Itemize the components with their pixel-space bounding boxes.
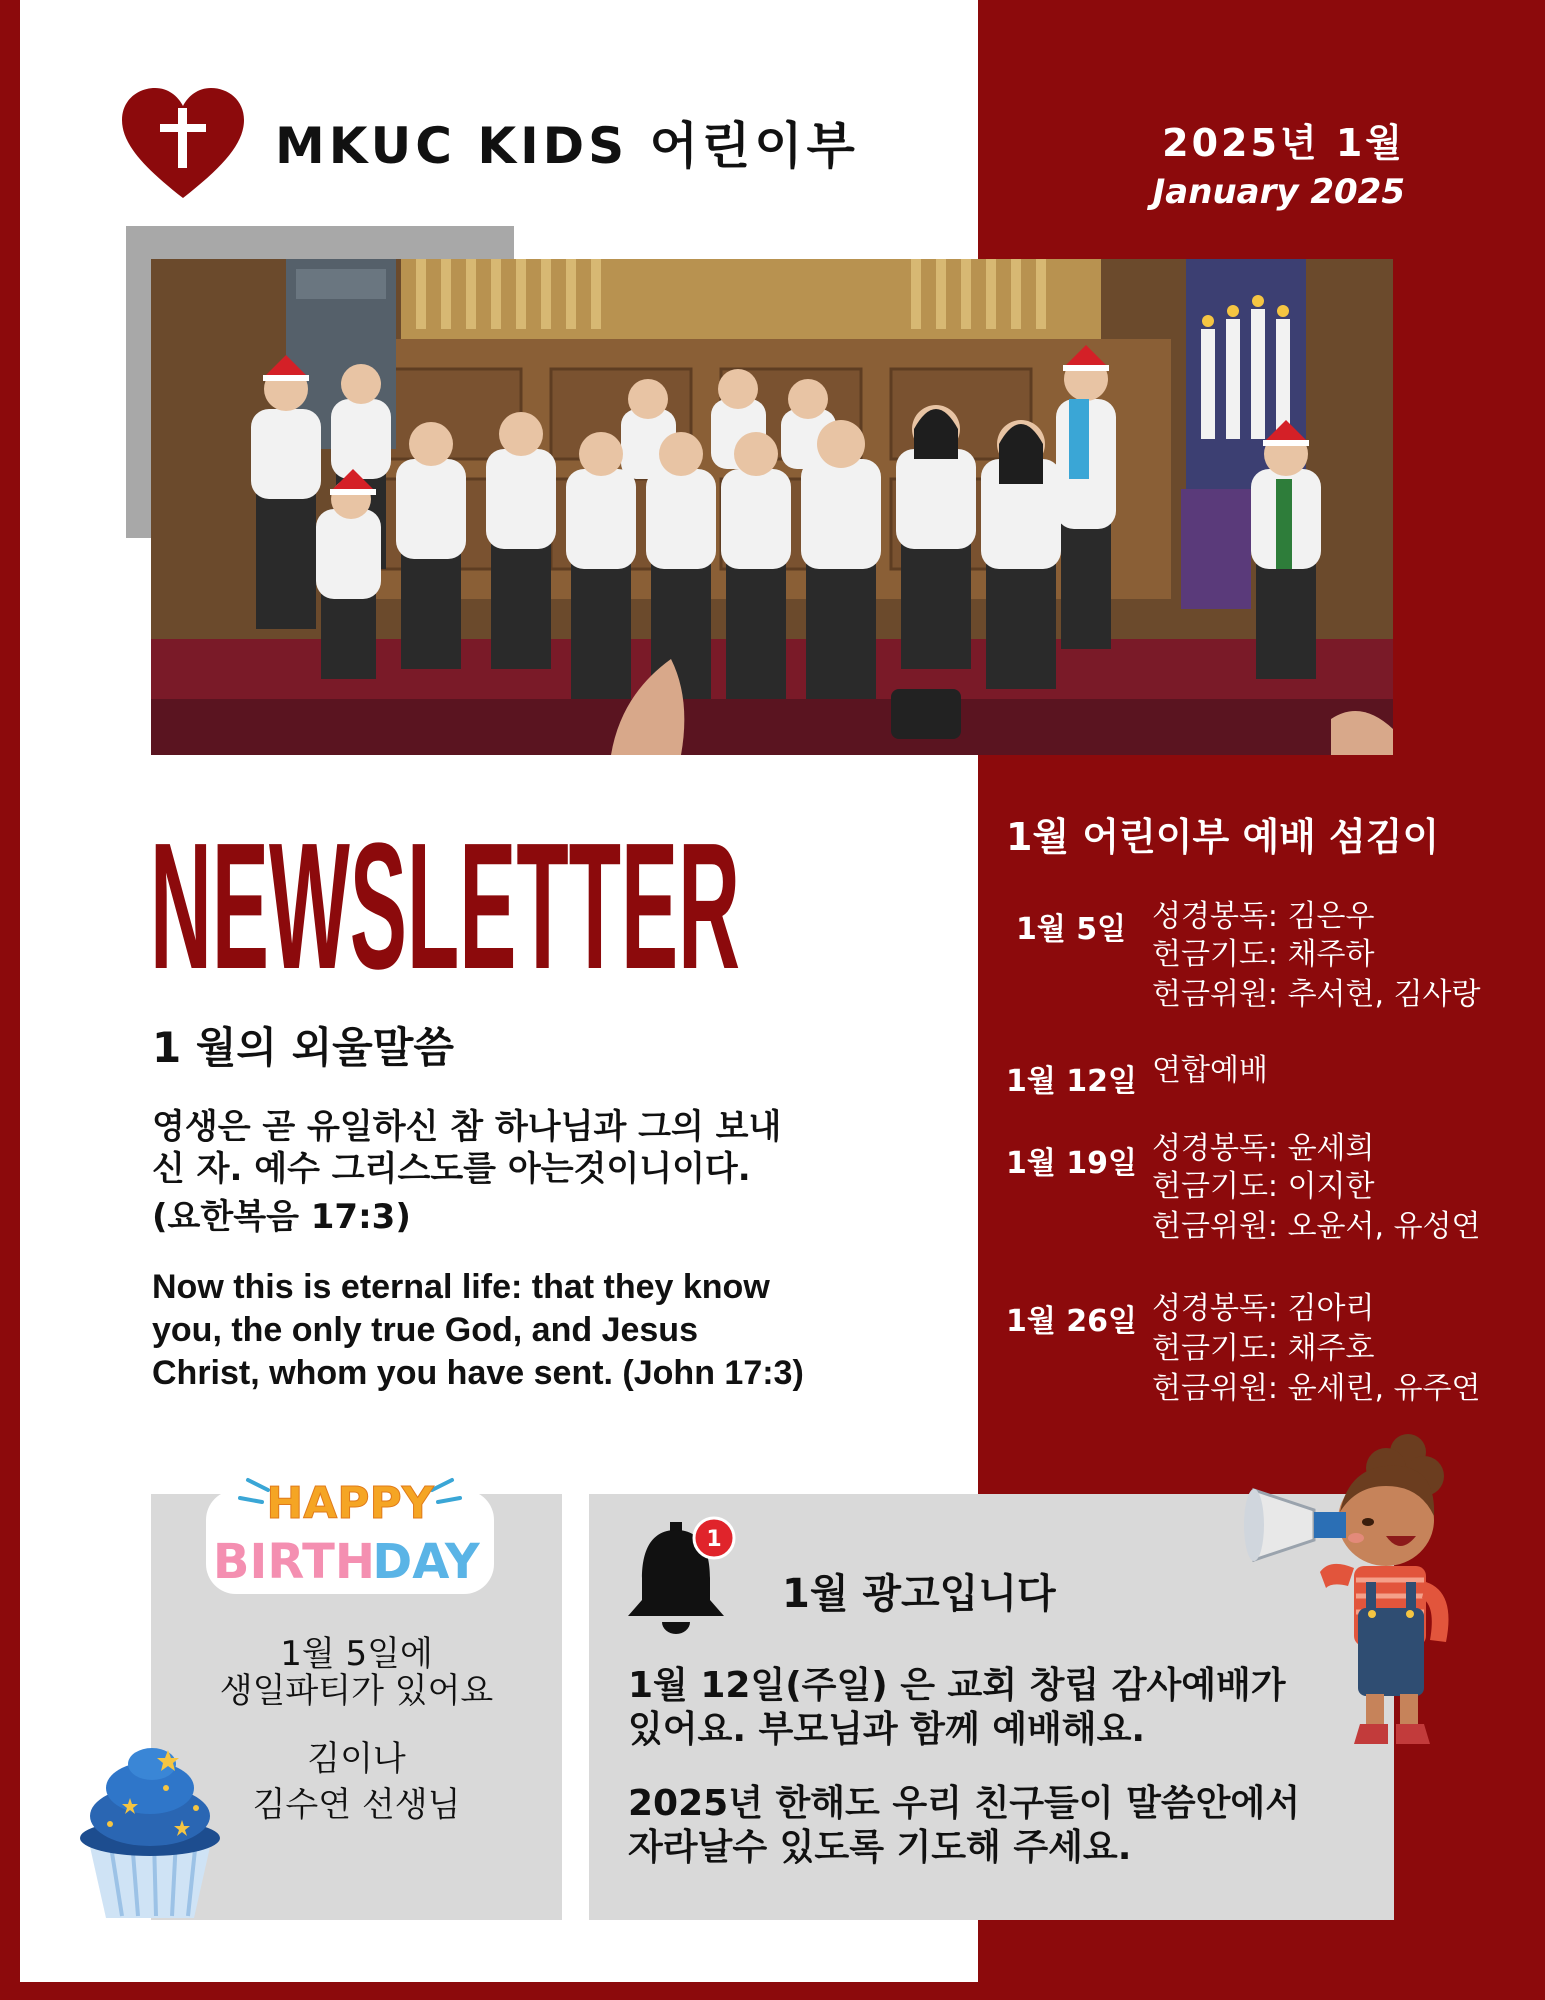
serving-duty: 연합예배 — [1152, 1053, 1268, 1088]
happy-birthday-sticker — [200, 1460, 500, 1600]
birthday-name: 김수연 선생님 — [252, 1785, 461, 1825]
issue-date-korean: 2025년 1월 — [1162, 121, 1405, 165]
serving-date: 1월 26일 — [1006, 1304, 1138, 1339]
newsletter-word: NEWSLETTER — [150, 818, 740, 978]
birthday-line: 생일파티가 있어요 — [219, 1671, 494, 1711]
announcement-line: 2025년 한해도 우리 친구들이 말씀안에서 — [628, 1783, 1300, 1824]
left-red-strip — [0, 0, 20, 2000]
bottom-red-strip — [0, 1982, 1545, 2000]
bell-icon — [620, 1508, 740, 1638]
announcement-title: 1월 광고입니다 — [782, 1571, 1056, 1617]
christmas-performance-photo — [151, 259, 1393, 755]
birthday-line: 1월 5일에 — [280, 1634, 433, 1674]
newsletter-heading — [150, 818, 790, 978]
serving-duty: 헌금위원: 오윤서, 유성연 — [1152, 1209, 1481, 1244]
serving-heading: 1월 어린이부 예배 섬김이 — [1006, 815, 1440, 859]
verse-english-line: Christ, whom you have sent. (John 17:3) — [152, 1354, 804, 1392]
serving-duty: 헌금기도: 채주하 — [1152, 937, 1375, 972]
verse-reference: (요한복음 17:3) — [152, 1197, 411, 1237]
serving-date: 1월 12일 — [1006, 1064, 1138, 1099]
cupcake-icon — [70, 1742, 230, 1922]
announcement-line: 1월 12일(주일) 은 교회 창립 감사예배가 — [628, 1665, 1286, 1706]
serving-duty: 헌금기도: 채주호 — [1152, 1331, 1375, 1366]
sticker-birth-text: BIRTH — [212, 1534, 376, 1590]
serving-date: 1월 19일 — [1006, 1146, 1138, 1181]
sticker-day-text: DAY — [372, 1534, 480, 1590]
girl-megaphone-illustration — [1236, 1432, 1466, 1752]
serving-duty: 성경봉독: 김은우 — [1152, 899, 1375, 934]
sticker-happy-text: HAPPY — [266, 1478, 434, 1529]
announcement-line: 있어요. 부모님과 함께 예배해요. — [628, 1709, 1146, 1750]
page-title: MKUC KIDS 어린이부 — [275, 117, 859, 175]
issue-date-english: January 2025 — [1152, 172, 1405, 212]
serving-duty: 헌금위원: 추서현, 김사랑 — [1152, 977, 1481, 1012]
verse-heading: 1 월의 외울말씀 — [152, 1023, 454, 1072]
verse-korean-line: 신 자. 예수 그리스도를 아는것이니이다. — [152, 1149, 751, 1189]
announcement-line: 자라날수 있도록 기도해 주세요. — [628, 1827, 1132, 1868]
verse-korean-line: 영생은 곧 유일하신 참 하나님과 그의 보내 — [152, 1107, 782, 1147]
serving-duty: 헌금기도: 이지한 — [1152, 1169, 1375, 1204]
serving-date: 1월 5일 — [1016, 912, 1127, 947]
birthday-name: 김이나 — [307, 1739, 406, 1779]
heart-cross-icon — [122, 88, 244, 200]
serving-duty: 성경봉독: 윤세희 — [1152, 1131, 1375, 1166]
verse-english-line: you, the only true God, and Jesus — [152, 1311, 698, 1349]
notification-badge: 1 — [706, 1527, 722, 1552]
serving-duty: 헌금위원: 윤세린, 유주연 — [1152, 1371, 1481, 1406]
verse-english-line: Now this is eternal life: that they know — [152, 1268, 770, 1306]
serving-duty: 성경봉독: 김아리 — [1152, 1291, 1375, 1326]
